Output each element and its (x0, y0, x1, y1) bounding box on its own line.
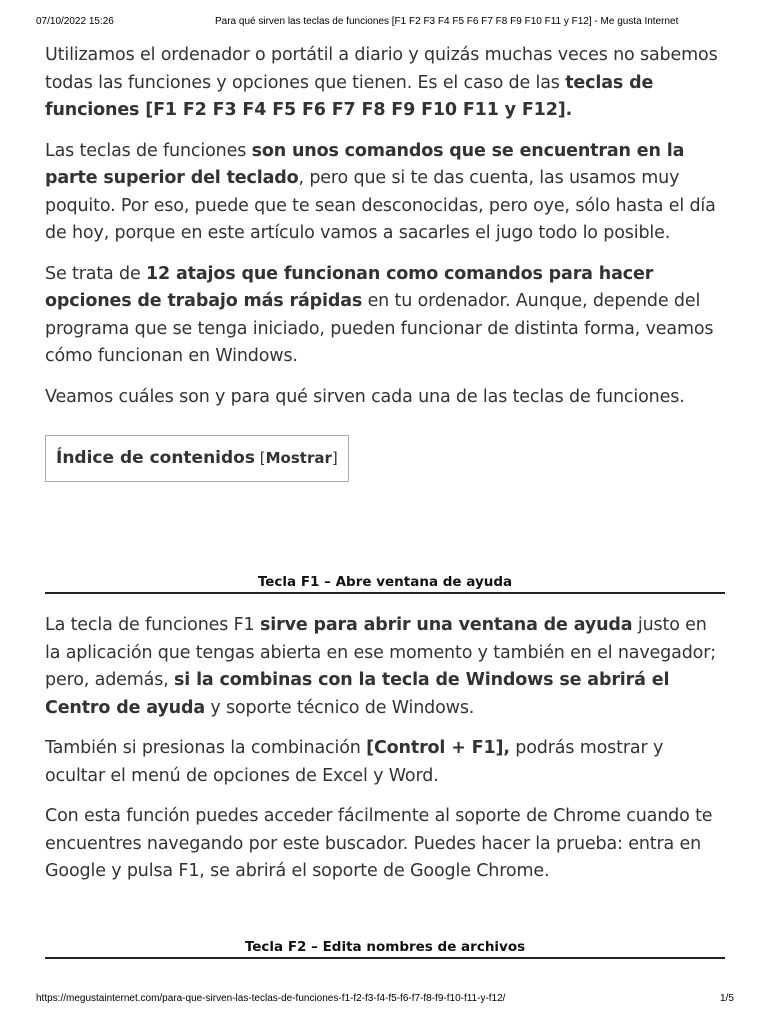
intro-p3-text-b: en tu ordenador. Aunque, depende del programa que se tenga iniciado, pueden funcionar de distinta forma, veamos cómo funcionan en Windows. (45, 291, 714, 366)
toc-show-button[interactable]: Mostrar (265, 449, 332, 467)
intro-paragraph-4: Veamos cuáles son y para qué sirven cada una de las teclas de funciones. (45, 386, 685, 407)
page-number: 1/5 (720, 993, 734, 1004)
intro-p3-bold: 12 atajos que funcionan como comandos para hacer opciones de trabajo más rápidas (45, 263, 654, 311)
toc-bracket-open: [ (254, 449, 266, 467)
intro-paragraph-2 (45, 138, 725, 248)
section-heading-f2: Tecla F2 – Edita nombres de archivos (45, 938, 725, 959)
toc-toggle (255, 449, 338, 467)
article-intro (45, 42, 725, 482)
f1-p1-text-c: y soporte técnico de Windows. (205, 697, 475, 718)
toc-bracket-close: ] (331, 449, 338, 467)
section-f1-heading-wrap (45, 573, 725, 594)
f1-p1-text-b: justo en la aplicación que tengas abierta en ese momento y también en el navegador; pero, además, (45, 615, 717, 690)
f1-p1-bold-1: sirve para abrir una ventana de ayuda (259, 615, 633, 635)
f1-p2-text-a: También si presionas la combinación (45, 738, 367, 758)
intro-p2-bold: son unos comandos que se encuentran en la parte superior del teclado (45, 140, 685, 188)
intro-p2-text-b: , pero que si te das cuenta, las usamos muy poquito. Por eso, puede que te sean desconocidas, pero oye, sólo hasta el día de hoy, porque en este artículo vamos a sacarles el jugo todo lo posible. (45, 168, 716, 243)
intro-p2-text-a: Las teclas de funciones (45, 140, 252, 161)
intro-p1-bold: teclas de funciones [F1 F2 F3 F4 F5 F6 F7 F8 F9 F10 F11 y F12]. (45, 72, 654, 120)
f1-paragraph-2 (45, 735, 725, 790)
print-title: Para qué sirven las teclas de funciones [F1 F2 F3 F4 F5 F6 F7 F8 F9 F10 F11 y F12] - Me gusta Internet (215, 16, 679, 27)
intro-p3-text-a: Se trata de (45, 263, 147, 284)
print-header (0, 16, 768, 30)
print-date: 07/10/2022 15:26 (36, 16, 114, 27)
section-f1 (45, 612, 725, 899)
table-of-contents (45, 435, 349, 482)
intro-p1-text: Utilizamos el ordenador o portátil a diario y quizás muchas veces no sabemos todas las funciones y opciones que tienen. Es el caso de las (45, 45, 718, 93)
f1-p2-text-b: podrás mostrar y ocultar el menú de opciones de Excel y Word. (45, 738, 664, 786)
toc-title: Índice de contenidos (56, 448, 255, 468)
f1-paragraph-3: Con esta función puedes acceder fácilmente al soporte de Chrome cuando te encuentres navegando por este buscador. Puedes hacer la prueba: entra en Google y pulsa F1, se abrirá el soporte de Google Chrome. (45, 806, 713, 881)
intro-paragraph-1 (45, 42, 725, 125)
intro-paragraph-3 (45, 261, 725, 371)
f1-p1-text-a: La tecla de funciones F1 (45, 615, 260, 635)
f1-p1-bold-2: si la combinas con la tecla de Windows se abrirá el Centro de ayuda (45, 670, 670, 718)
print-url: https://megustainternet.com/para-que-sirven-las-teclas-de-funciones-f1-f2-f3-f4-f5-f6-f7-f8-f9-f10-f11-y-f12/ (36, 993, 506, 1004)
section-heading-f1: Tecla F1 – Abre ventana de ayuda (45, 573, 725, 594)
f1-p2-bold: [Control + F1], (366, 738, 510, 758)
section-f2-heading-wrap (45, 938, 725, 959)
print-footer (0, 993, 768, 1007)
f1-paragraph-1 (45, 612, 725, 722)
